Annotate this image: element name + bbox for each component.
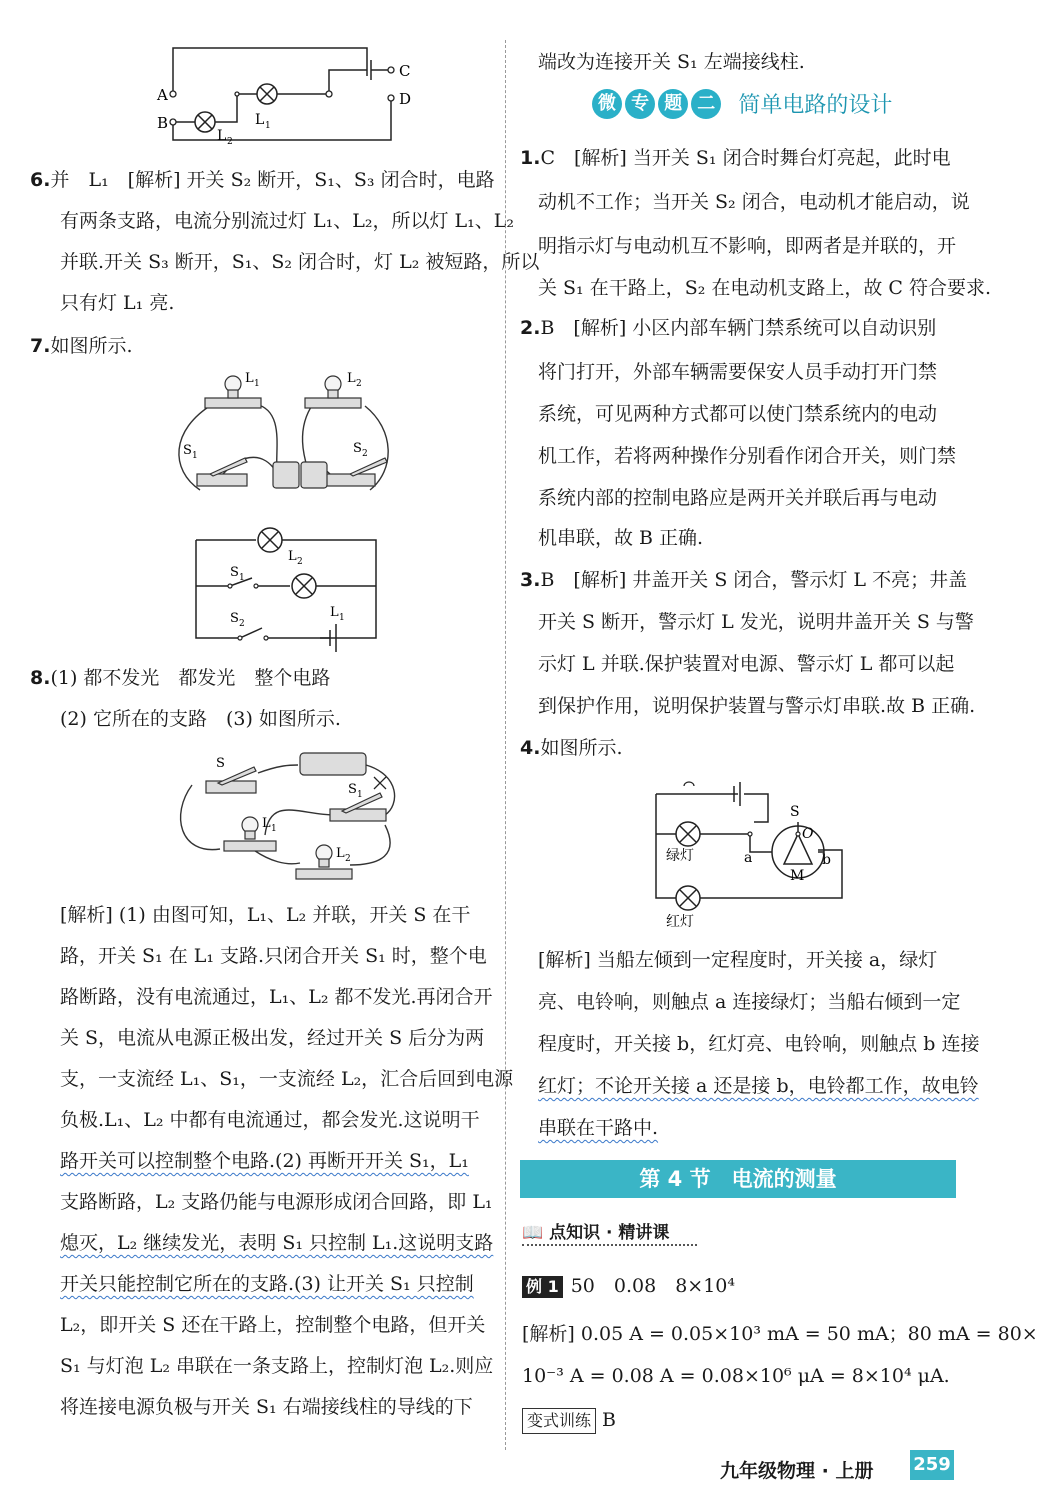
- q8-continuation: 端改为连接开关 S₁ 左端接线柱.: [538, 51, 805, 73]
- r-q4-analysis-line-5: 串联在干路中.: [538, 1117, 659, 1139]
- q8-analysis-line-6: 负极.L₁、L₂ 中都有电流通过，都会发光.这说明干: [60, 1109, 480, 1131]
- r-q2-number: 2.: [520, 317, 541, 339]
- q4-label-a: a: [744, 850, 753, 866]
- q8-analysis-line-13: 将连接电源负极与开关 S₁ 右端接线柱的导线的下: [60, 1396, 473, 1418]
- r-q2-line-1: [520, 308, 936, 349]
- svg-text:2: 2: [356, 379, 362, 389]
- q4-label-b: b: [822, 852, 831, 868]
- q4-label-O: O: [802, 826, 814, 842]
- topic-title: 简单电路的设计: [738, 93, 893, 118]
- r-q4-number: 4.: [520, 737, 541, 759]
- label-L2: L: [217, 128, 227, 144]
- q8-analysis-line-11: L₂，即开关 S 还在干路上，控制整个电路，但开关: [60, 1314, 486, 1336]
- r-q4-analysis-line-3: 程度时，开关接 b，红灯亮、电铃响，则触点 b 连接: [538, 1033, 980, 1055]
- q8-analysis-line-1: [解析] (1) 由图可知，L₁、L₂ 并联，开关 S 在干: [60, 904, 471, 926]
- q7-text: 如图所示.: [50, 335, 133, 357]
- q6-number: 6.: [30, 169, 51, 191]
- svg-text:2: 2: [297, 557, 303, 567]
- q8-number: 8.: [30, 667, 51, 689]
- variant-line: [522, 1400, 616, 1441]
- q8-analysis-line-10: 开关只能控制它所在的支路.(3) 让开关 S₁ 只控制: [60, 1273, 474, 1295]
- q8-analysis-line-5: 支，一支流经 L₁、S₁，一支流经 L₂，汇合后回到电源: [60, 1068, 514, 1090]
- q4-label-green-light: 绿灯: [666, 848, 694, 864]
- svg-text:S: S: [230, 565, 239, 580]
- section-title-bar: 第 4 节 电流的测量: [520, 1160, 956, 1198]
- q8-line-2: (2) 它所在的支路 (3) 如图所示.: [60, 708, 341, 730]
- q8-analysis-line-9: 熄灭，L₂ 继续发光，表明 S₁ 只控制 L₁.这说明支路: [60, 1232, 494, 1254]
- variant-answer: B: [602, 1409, 616, 1431]
- q7-line: [30, 326, 133, 367]
- example-analysis-line-1: [解析] 0.05 A = 0.05×10³ mA = 50 mA；80 mA = 80×: [522, 1323, 1038, 1345]
- r-q1-line-3: 明指示灯与电动机互不影响，即两者是并联的，开: [538, 235, 957, 257]
- r-q1-line-1: [520, 138, 951, 179]
- svg-text:2: 2: [239, 619, 245, 629]
- r-q3-line-1: [520, 560, 967, 601]
- r-q2-text-1: B [解析] 小区内部车辆门禁系统可以自动识别: [540, 317, 937, 339]
- svg-text:S: S: [353, 441, 362, 456]
- r-q3-line-4: 到保护作用，说明保护装置与警示灯串联.故 B 正确.: [538, 695, 976, 717]
- q8-analysis-line-4: 关 S，电流从电源正极出发，经过开关 S 后分为两: [60, 1027, 485, 1049]
- q8-analysis-line-12: S₁ 与灯泡 L₂ 串联在一条支路上，控制灯泡 L₂.则应: [60, 1355, 494, 1377]
- svg-text:1: 1: [339, 613, 345, 623]
- r-q2-line-3: 系统，可见两种方式都可以使门禁系统内的电动: [538, 403, 938, 425]
- svg-text:S: S: [348, 782, 357, 797]
- label-L1: L: [255, 112, 265, 128]
- q4-ship-circuit: [648, 776, 868, 936]
- topic-chip-3: 题: [658, 89, 688, 119]
- svg-text:2: 2: [345, 854, 351, 864]
- r-q2-line-2: 将门打开，外部车辆需要保安人员手动打开门禁: [538, 361, 938, 383]
- topic-chip-2: 专: [625, 89, 655, 119]
- svg-text:L: L: [347, 371, 356, 386]
- svg-text:S: S: [230, 611, 239, 626]
- q7-physical-circuit: [165, 370, 395, 500]
- q8-physical-circuit: [170, 745, 410, 885]
- page-number: 259: [910, 1450, 954, 1480]
- r-q1-text-1: C [解析] 当开关 S₁ 闭合时舞台灯亮起，此时电: [540, 147, 951, 169]
- topic-chip-1: 微: [592, 89, 622, 119]
- label-C: C: [399, 62, 411, 80]
- q4-label-red-light: 红灯: [666, 914, 694, 930]
- q8-analysis-line-7: 路开关可以控制整个电路.(2) 再断开开关 S₁，L₁: [60, 1150, 469, 1172]
- q7-number: 7.: [30, 335, 51, 357]
- q4-label-S: S: [790, 804, 800, 820]
- r-q4-analysis-line-4: 红灯；不论开关接 a 还是接 b，电铃都工作，故电铃: [538, 1075, 979, 1097]
- r-q4-text: 如图所示.: [540, 737, 623, 759]
- q8-analysis-line-8: 支路断路，L₂ 支路仍能与电源形成闭合回路，即 L₁: [60, 1191, 493, 1213]
- r-q4-analysis-line-1: [解析] 当船左倾到一定程度时，开关接 a，绿灯: [538, 949, 938, 971]
- r-q4-line: [520, 728, 623, 769]
- r-q1-line-2: 动机不工作；当开关 S₂ 闭合，电动机才能启动，说: [538, 191, 970, 213]
- book-icon: 📖: [522, 1223, 544, 1243]
- svg-text:L: L: [288, 549, 297, 564]
- label-A: A: [157, 86, 168, 104]
- knowledge-label-text: 点知识 · 精讲课: [549, 1223, 670, 1243]
- knowledge-label: [522, 1218, 669, 1243]
- svg-text:L: L: [245, 371, 254, 386]
- q6-line-4: 只有灯 L₁ 亮.: [60, 292, 175, 314]
- q8-analysis-line-3: 路断路，没有电流通过，L₁、L₂ 都不发光.再闭合开: [60, 986, 493, 1008]
- column-divider: [505, 40, 506, 1450]
- q7-schematic: [190, 528, 390, 648]
- q6-line-3: 并联.开关 S₃ 断开，S₁、S₂ 闭合时，灯 L₂ 被短路，所以: [60, 251, 540, 273]
- r-q2-line-6: 机串联，故 B 正确.: [538, 527, 704, 549]
- example-answer: 50 0.08 8×10⁴: [570, 1275, 736, 1297]
- example-analysis-line-2: 10⁻³ A = 0.08 A = 0.08×10⁶ μA = 8×10⁴ μA.: [522, 1365, 950, 1387]
- r-q1-number: 1.: [520, 147, 541, 169]
- r-q4-analysis-line-2: 亮、电铃响，则触点 a 连接绿灯；当船右倾到一定: [538, 991, 961, 1013]
- q6-line-2: 有两条支路，电流分别流过灯 L₁、L₂，所以灯 L₁、L₂: [60, 210, 515, 232]
- r-q3-line-3: 示灯 L 并联.保护装置对电源、警示灯 L 都可以起: [538, 653, 955, 675]
- svg-text:1: 1: [254, 379, 260, 389]
- svg-text:1: 1: [271, 824, 277, 834]
- q8-analysis-line-2: 路，开关 S₁ 在 L₁ 支路.只闭合开关 S₁ 时，整个电: [60, 945, 487, 967]
- example-badge: 例 1: [522, 1276, 563, 1298]
- svg-text:L: L: [262, 816, 271, 831]
- r-q1-line-4: 关 S₁ 在干路上，S₂ 在电动机支路上，故 C 符合要求.: [538, 277, 992, 299]
- r-q2-line-4: 机工作，若将两种操作分别看作闭合开关，则门禁: [538, 445, 957, 467]
- q6-line-1: [30, 160, 495, 201]
- svg-text:S: S: [183, 443, 192, 458]
- topic-chip-4: 二: [691, 89, 721, 119]
- label-B: B: [157, 114, 169, 132]
- q4-label-M: M: [790, 868, 805, 884]
- svg-text:1: 1: [265, 121, 271, 131]
- label-D: D: [399, 90, 412, 108]
- svg-text:2: 2: [227, 137, 233, 147]
- q6-text-1: 并 L₁ [解析] 开关 S₂ 断开，S₁、S₃ 闭合时，电路: [50, 169, 495, 191]
- r-q3-number: 3.: [520, 569, 541, 591]
- example-1-line: [522, 1266, 735, 1307]
- svg-text:1: 1: [357, 790, 363, 800]
- q8-text-1: (1) 都不发光 都发光 整个电路: [50, 667, 331, 689]
- svg-text:L: L: [330, 605, 339, 620]
- q8-line-1: [30, 658, 330, 699]
- svg-text:S: S: [216, 756, 225, 771]
- r-q3-line-2: 开关 S 断开，警示灯 L 发光，说明井盖开关 S 与警: [538, 611, 974, 633]
- micro-topic-header: [592, 88, 892, 128]
- footer-book-title: 九年级物理 · 上册: [720, 1460, 874, 1482]
- svg-text:2: 2: [362, 449, 368, 459]
- svg-text:L: L: [336, 846, 345, 861]
- circuit-figure-top: [155, 44, 412, 147]
- svg-text:1: 1: [192, 451, 198, 461]
- variant-training-box: 变式训练: [522, 1408, 596, 1434]
- r-q3-text-1: B [解析] 井盖开关 S 闭合，警示灯 L 不亮；井盖: [540, 569, 968, 591]
- svg-text:1: 1: [239, 573, 245, 583]
- r-q2-line-5: 系统内部的控制电路应是两开关并联后再与电动: [538, 487, 938, 509]
